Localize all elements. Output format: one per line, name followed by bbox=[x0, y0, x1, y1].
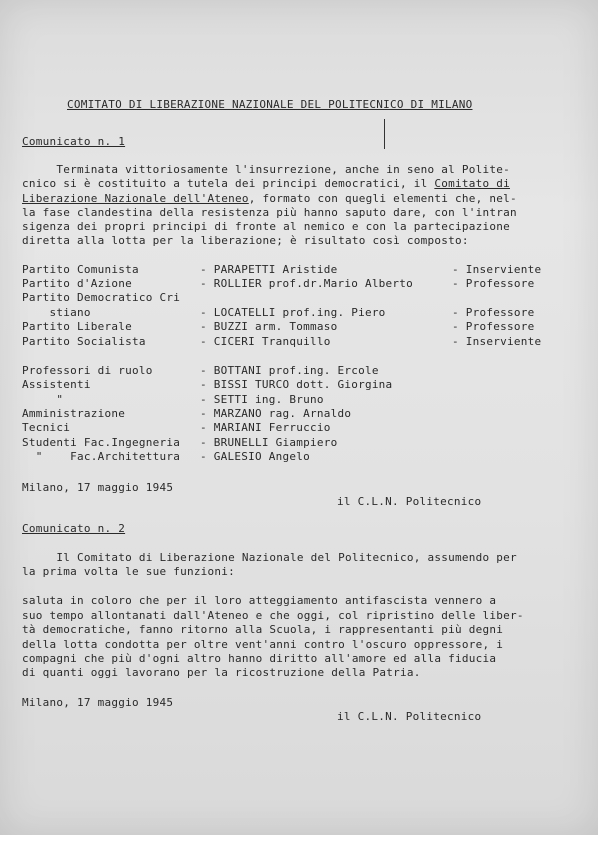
date-line: Milano, 17 maggio 1945 bbox=[22, 696, 174, 709]
member-group: Partito d'Azione bbox=[22, 277, 132, 290]
staff-name: - BOTTANI prof.ing. Ercole bbox=[200, 364, 379, 377]
staff-name: - BRUNELLI Giampiero bbox=[200, 436, 338, 449]
communique-2-line: tà democratiche, fanno ritorno alla Scuola, i rappresentanti più degni bbox=[22, 623, 504, 636]
member-group: Partito Liberale bbox=[22, 320, 132, 333]
member-group: Partito Democratico Cri bbox=[22, 291, 181, 304]
staff-group: Tecnici bbox=[22, 421, 71, 434]
member-group: stiano bbox=[22, 306, 91, 319]
communique-2-line: saluta in coloro che per il loro atteggiamento antifascista vennero a bbox=[22, 594, 497, 607]
member-role: - Inserviente bbox=[452, 263, 542, 276]
member-role: - Professore bbox=[452, 306, 535, 319]
member-group: Partito Comunista bbox=[22, 263, 139, 276]
communique-2-line: Il Comitato di Liberazione Nazionale del Politecnico, assumendo per bbox=[22, 551, 517, 564]
member-name: - LOCATELLI prof.ing. Piero bbox=[200, 306, 386, 319]
communique-1-line: sigenza dei propri principi di fronte al nemico e con la partecipazione bbox=[22, 220, 510, 233]
communique-1-line: Terminata vittoriosamente l'insurrezione, anche in seno al Polite- bbox=[22, 163, 510, 176]
staff-group: Studenti Fac.Ingegneria bbox=[22, 436, 181, 449]
date-line: Milano, 17 maggio 1945 bbox=[22, 481, 174, 494]
staff-group: Assistenti bbox=[22, 378, 91, 391]
staff-group: " Fac.Architettura bbox=[22, 450, 181, 463]
staff-name: - GALESIO Angelo bbox=[200, 450, 310, 463]
staff-name: - SETTI ing. Bruno bbox=[200, 393, 324, 406]
member-role: - Professore bbox=[452, 277, 535, 290]
staff-name: - MARIANI Ferruccio bbox=[200, 421, 331, 434]
staff-group: Professori di ruolo bbox=[22, 364, 153, 377]
member-role: - Professore bbox=[452, 320, 535, 333]
member-role: - Inserviente bbox=[452, 335, 542, 348]
member-group: Partito Socialista bbox=[22, 335, 146, 348]
member-name: - ROLLIER prof.dr.Mario Alberto bbox=[200, 277, 414, 290]
signature-line: il C.L.N. Politecnico bbox=[337, 495, 482, 508]
communique-1-line: diretta alla lotta per la liberazione; è risultato così composto: bbox=[22, 234, 469, 247]
staff-group: " bbox=[22, 393, 64, 406]
communique-2-line: suo tempo allontanati dall'Ateneo e che oggi, col ripristino delle liber- bbox=[22, 609, 524, 622]
staff-name: - BISSI TURCO dott. Giorgina bbox=[200, 378, 393, 391]
document-title: COMITATO DI LIBERAZIONE NAZIONALE DEL POLITECNICO DI MILANO bbox=[67, 98, 473, 111]
member-name: - CICERI Tranquillo bbox=[200, 335, 331, 348]
communique-2-line: compagni che più d'ogni altro hanno diritto all'amore ed alla fiducia bbox=[22, 652, 497, 665]
communique-2-heading: Comunicato n. 2 bbox=[22, 522, 126, 535]
communique-1-line: la fase clandestina della resistenza più hanno saputo dare, con l'intran bbox=[22, 206, 517, 219]
communique-1-line: Liberazione Nazionale dell'Ateneo, formato con quegli elementi che, nel- bbox=[22, 192, 517, 205]
signature-line: il C.L.N. Politecnico bbox=[337, 710, 482, 723]
member-name: - BUZZI arm. Tommaso bbox=[200, 320, 338, 333]
communique-2-line: di quanti oggi lavorano per la ricostruzione della Patria. bbox=[22, 666, 421, 679]
communique-1-line: cnico si è costituito a tutela dei principi democratici, il Comitato di bbox=[22, 177, 510, 190]
staff-name: - MARZANO rag. Arnaldo bbox=[200, 407, 352, 420]
pen-mark bbox=[384, 119, 385, 149]
committee-name-part: Comitato di bbox=[434, 177, 510, 190]
communique-1-heading: Comunicato n. 1 bbox=[22, 135, 126, 148]
communique-2-line: della lotta condotta per oltre vent'anni contro l'oscuro oppressore, i bbox=[22, 638, 504, 651]
committee-name-part: Liberazione Nazionale dell'Ateneo bbox=[22, 192, 249, 205]
member-name: - PARAPETTI Aristide bbox=[200, 263, 338, 276]
communique-2-line: la prima volta le sue funzioni: bbox=[22, 565, 236, 578]
staff-group: Amministrazione bbox=[22, 407, 126, 420]
